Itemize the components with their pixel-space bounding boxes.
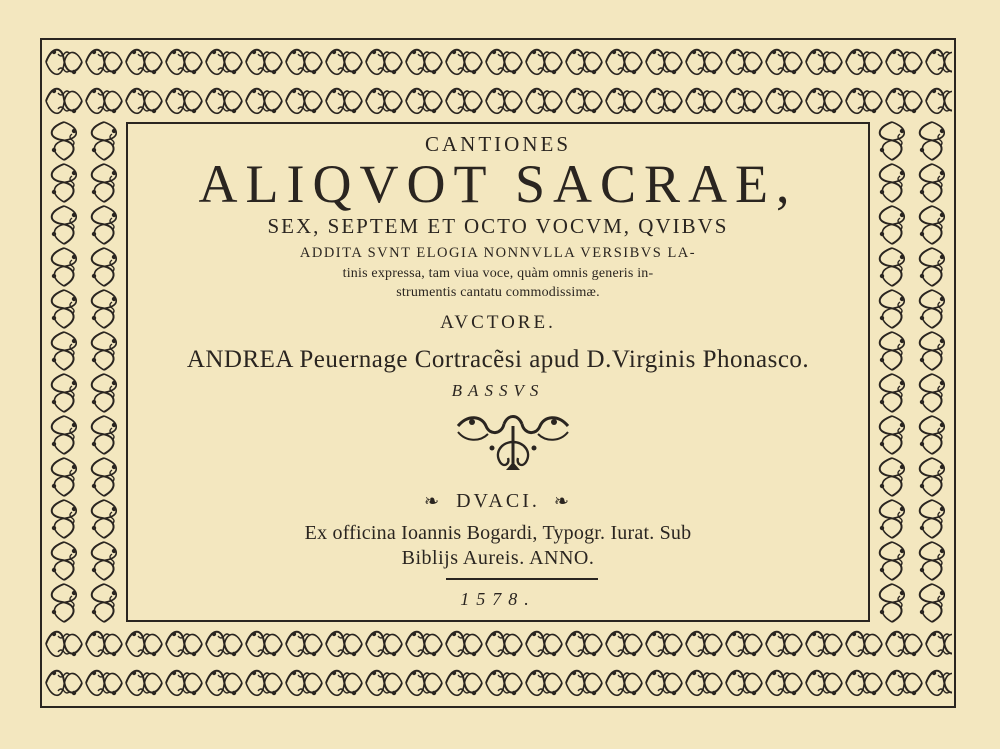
subtitle-voices: SEX, SEPTEM ET OCTO VOCVM, QVIBVS [267, 214, 729, 238]
left-border-ornament [44, 120, 124, 624]
imprint-printer: Ex officina Ioannis Bogardi, Typogr. Iurat. Sub [304, 522, 692, 544]
divider-rule [446, 578, 598, 580]
bottom-border-ornament [44, 624, 952, 704]
author-line: ANDREA Peuernage Cortracẽsi apud D.Virginis Phonasco. [186, 346, 810, 373]
fleuron-icon: ❧ [553, 491, 572, 511]
part-name: BASSVS [451, 381, 545, 400]
fleuron-icon: ❧ [424, 491, 443, 511]
subtitle-strumentis: strumentis cantatu commodissimæ. [396, 285, 600, 300]
subtitle-addita: ADDITA SVNT ELOGIA NONNVLLA VERSIBVS LA- [299, 245, 697, 261]
right-border-ornament [872, 120, 952, 624]
heading-aliquot-sacrae: ALIQVOT SACRAE, [198, 154, 798, 214]
imprint-place: DVACI. [456, 490, 540, 512]
auctore-label: AVCTORE. [440, 312, 556, 333]
subtitle-tinis: tinis expressa, tam viua voce, quàm omnis generis in- [342, 266, 654, 281]
imprint-place-line [126, 490, 870, 513]
imprint-year: 1578. [460, 589, 536, 609]
heading-cantiones: CANTIONES [425, 132, 571, 156]
imprint-sign: Biblijs Aureis. ANNO. [401, 547, 595, 569]
top-border-ornament [44, 42, 952, 120]
vine-ornament-icon [452, 412, 574, 474]
